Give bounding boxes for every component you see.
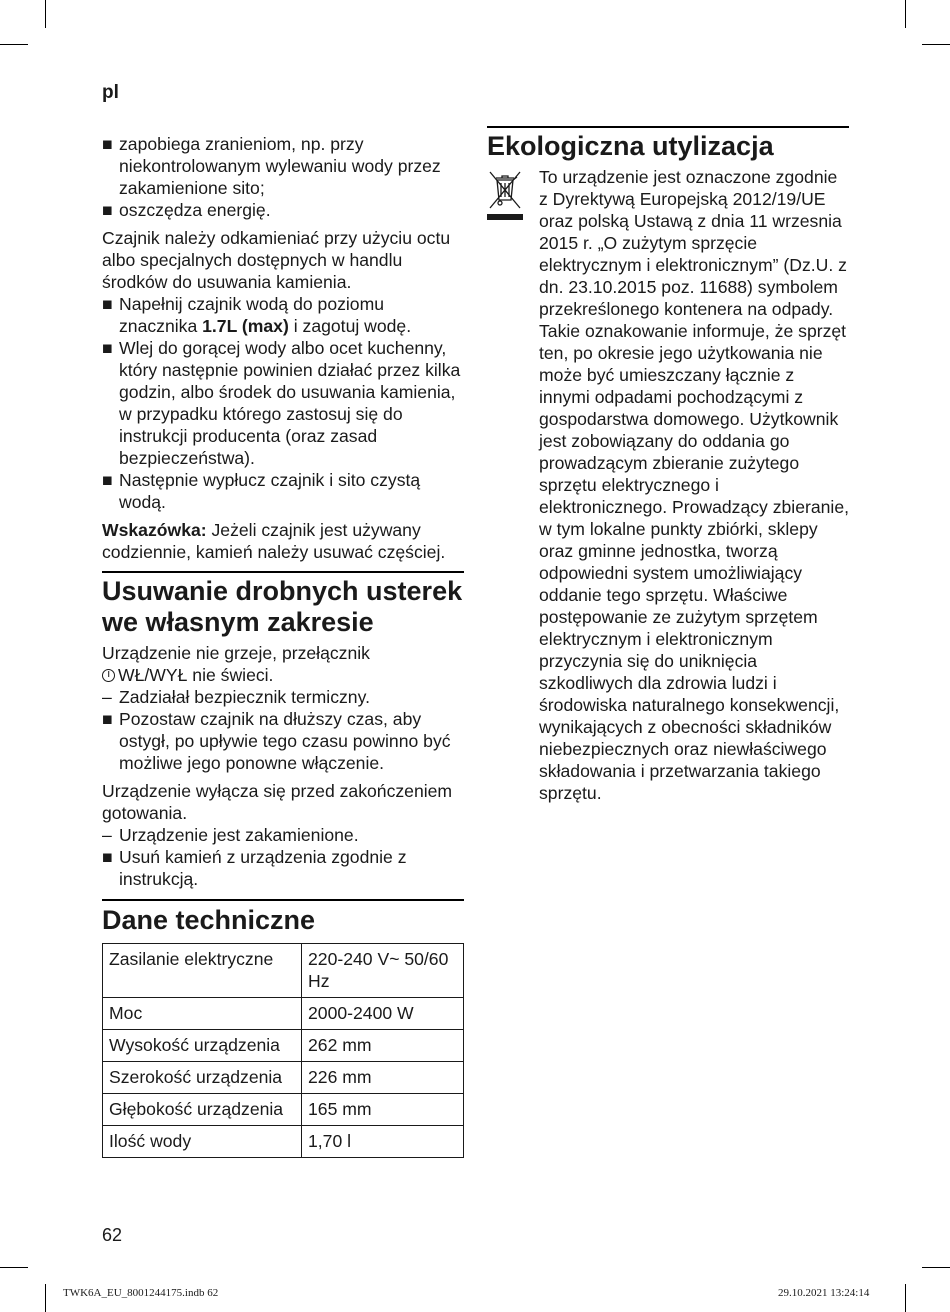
remedy-item [102,846,464,890]
bullet-square-icon: ■ [102,338,113,358]
crop-mark [922,44,950,45]
dash-marker: – [102,687,112,707]
spec-value: 165 mm [302,1094,464,1126]
table-row [103,1030,464,1062]
crop-mark [45,1284,46,1312]
descaling-intro: Czajnik należy odkamieniać przy użyciu octu albo specjalnych dostępnych w handlu środków do usuwania kamienia. [102,228,451,292]
list-item-text: oszczędza energię. [119,200,271,220]
bullet-square-icon: ■ [102,709,113,729]
spec-value: 1,70 l [302,1126,464,1158]
spec-label: Szerokość urządzenia [103,1062,302,1094]
spec-label: Moc [103,998,302,1030]
bullet-square-icon: ■ [102,294,113,314]
list-item-text [119,294,411,336]
spec-label: Zasilanie elektryczne [103,944,302,998]
crop-mark [45,0,46,28]
text-span: i zagotuj wodę. [288,316,412,336]
list-item [102,133,464,199]
table-row [103,944,464,998]
crop-mark [0,1267,28,1268]
table-row [103,998,464,1030]
remedy-item [102,708,464,774]
problem-1-line-2 [102,664,464,686]
page-number: 62 [102,1225,123,1245]
bullet-square-icon: ■ [102,847,113,867]
bullet-square-icon: ■ [102,470,113,490]
spec-value: 226 mm [302,1062,464,1094]
left-column [102,133,464,1158]
remedy-text: Pozostaw czajnik na dłuższy czas, aby ostygł, po upływie tego czasu powinno być możliwe jego ponowne włączenie. [119,709,451,773]
section-divider [487,126,849,162]
dash-marker: – [102,825,112,845]
max-level-mark: 1.7L (max) [202,316,289,336]
list-item-text: Wlej do gorącej wody albo ocet kuchenny, który następnie powinien działać przez kilka godzin, albo środek do usuwania kamienia, w przypadku którego zastosuj się do instrukcji producenta (oraz zasad bezpieczeństwa). [119,338,461,468]
disposal-text: To urządzenie jest oznaczone zgodnie z Dyrektywą Europejską 2012/19/UE oraz polską Ustawą z dnia 11 wrzesnia 2015 r. „O zużytym sprzęcie elektrycznym i elektronicznym” (Dz.U. z dn. 23.10.2015 poz. 11688) symbolem przekreślonego kontenera na odpady. Takie oznakowanie informuje, że sprzęt ten, po okresie jego użytkowania nie może być umieszczany łącznie z innymi odpadami pochodzącymi z gospodarstwa domowego. Użytkownik jest zobowiązany do oddania go prowadzącym zbieranie zużytego sprzętu elektrycznego i elektronicznego. Prowadzący zbieranie, w tym lokalne punkty zbiórki, sklepy oraz gminne jednostka, tworzą odpowiedni system umożliwiający oddanie tego sprzętu. Właściwe postępowanie ze zużytym sprzętem elektrycznym i elektronicznym przyczynia się do uniknięcia szkodliwych dla zdrowia ludzi i środowiska naturalnego konsekwencji, wynikających z obecności składników niebezpiecznych oraz niewłaściwego składowania i przetwarzania takiego sprzętu. [539,167,850,803]
remedy-text: Usuń kamień z urządzenia zgodnie z instrukcją. [119,847,407,889]
problem-1-text: WŁ/WYŁ nie świeci. [118,665,274,685]
list-item [102,469,464,513]
cause-item [102,824,464,846]
bullet-square-icon: ■ [102,200,113,220]
cause-text: Zadziałał bezpiecznik termiczny. [119,687,370,707]
table-row [103,1094,464,1126]
spec-value: 2000-2400 W [302,998,464,1030]
problem-1-line-1: Urządzenie nie grzeje, przełącznik [102,643,370,663]
disposal-heading: Ekologiczna utylizacja [487,131,774,161]
tech-data-heading: Dane techniczne [102,905,316,935]
crossed-out-wheelie-bin-icon [487,169,523,221]
list-item-text: zapobiega zranieniom, np. przy niekontrolowanym wylewaniu wody przez zakamienione sito; [119,134,441,198]
list-item [102,199,464,221]
cause-item [102,686,464,708]
hint-label: Wskazówka: [102,520,207,540]
list-item [102,337,464,469]
right-column [487,126,849,804]
spec-label: Głębokość urządzenia [103,1094,302,1126]
spec-label: Wysokość urządzenia [103,1030,302,1062]
crop-mark [905,1284,906,1312]
cause-text: Urządzenie jest zakamienione. [119,825,359,845]
spec-value: 262 mm [302,1030,464,1062]
hint-paragraph [102,519,464,563]
text-span: Napełnij czajnik wodą do poziomu znacznika [119,294,385,336]
problem-2: Urządzenie wyłącza się przed zakończeniem gotowania. [102,781,453,823]
troubleshooting-heading: Usuwanie drobnych usterek we własnym zakresie [102,576,463,637]
hint-text: Jeżeli czajnik jest używany codziennie, kamień należy usuwać częściej. [102,520,446,562]
crop-mark [922,1267,950,1268]
section-divider [102,899,464,936]
print-footer-timestamp: 29.10.2021 13:24:14 [778,1287,870,1299]
bullet-square-icon: ■ [102,134,113,154]
section-divider [102,571,464,638]
tech-data-table [102,943,464,1158]
crop-mark [0,44,28,45]
language-label: pl [102,82,119,103]
table-row [103,1062,464,1094]
list-item-text: Następnie wypłucz czajnik i sito czystą wodą. [119,470,421,512]
spec-label: Ilość wody [103,1126,302,1158]
table-row [103,1126,464,1158]
print-footer-file: TWK6A_EU_8001244175.indb 62 [63,1287,219,1299]
crop-mark [905,0,906,28]
list-item [102,293,464,337]
power-icon [102,669,115,682]
spec-value: 220-240 V~ 50/60 Hz [302,944,464,998]
disposal-block [487,166,849,804]
